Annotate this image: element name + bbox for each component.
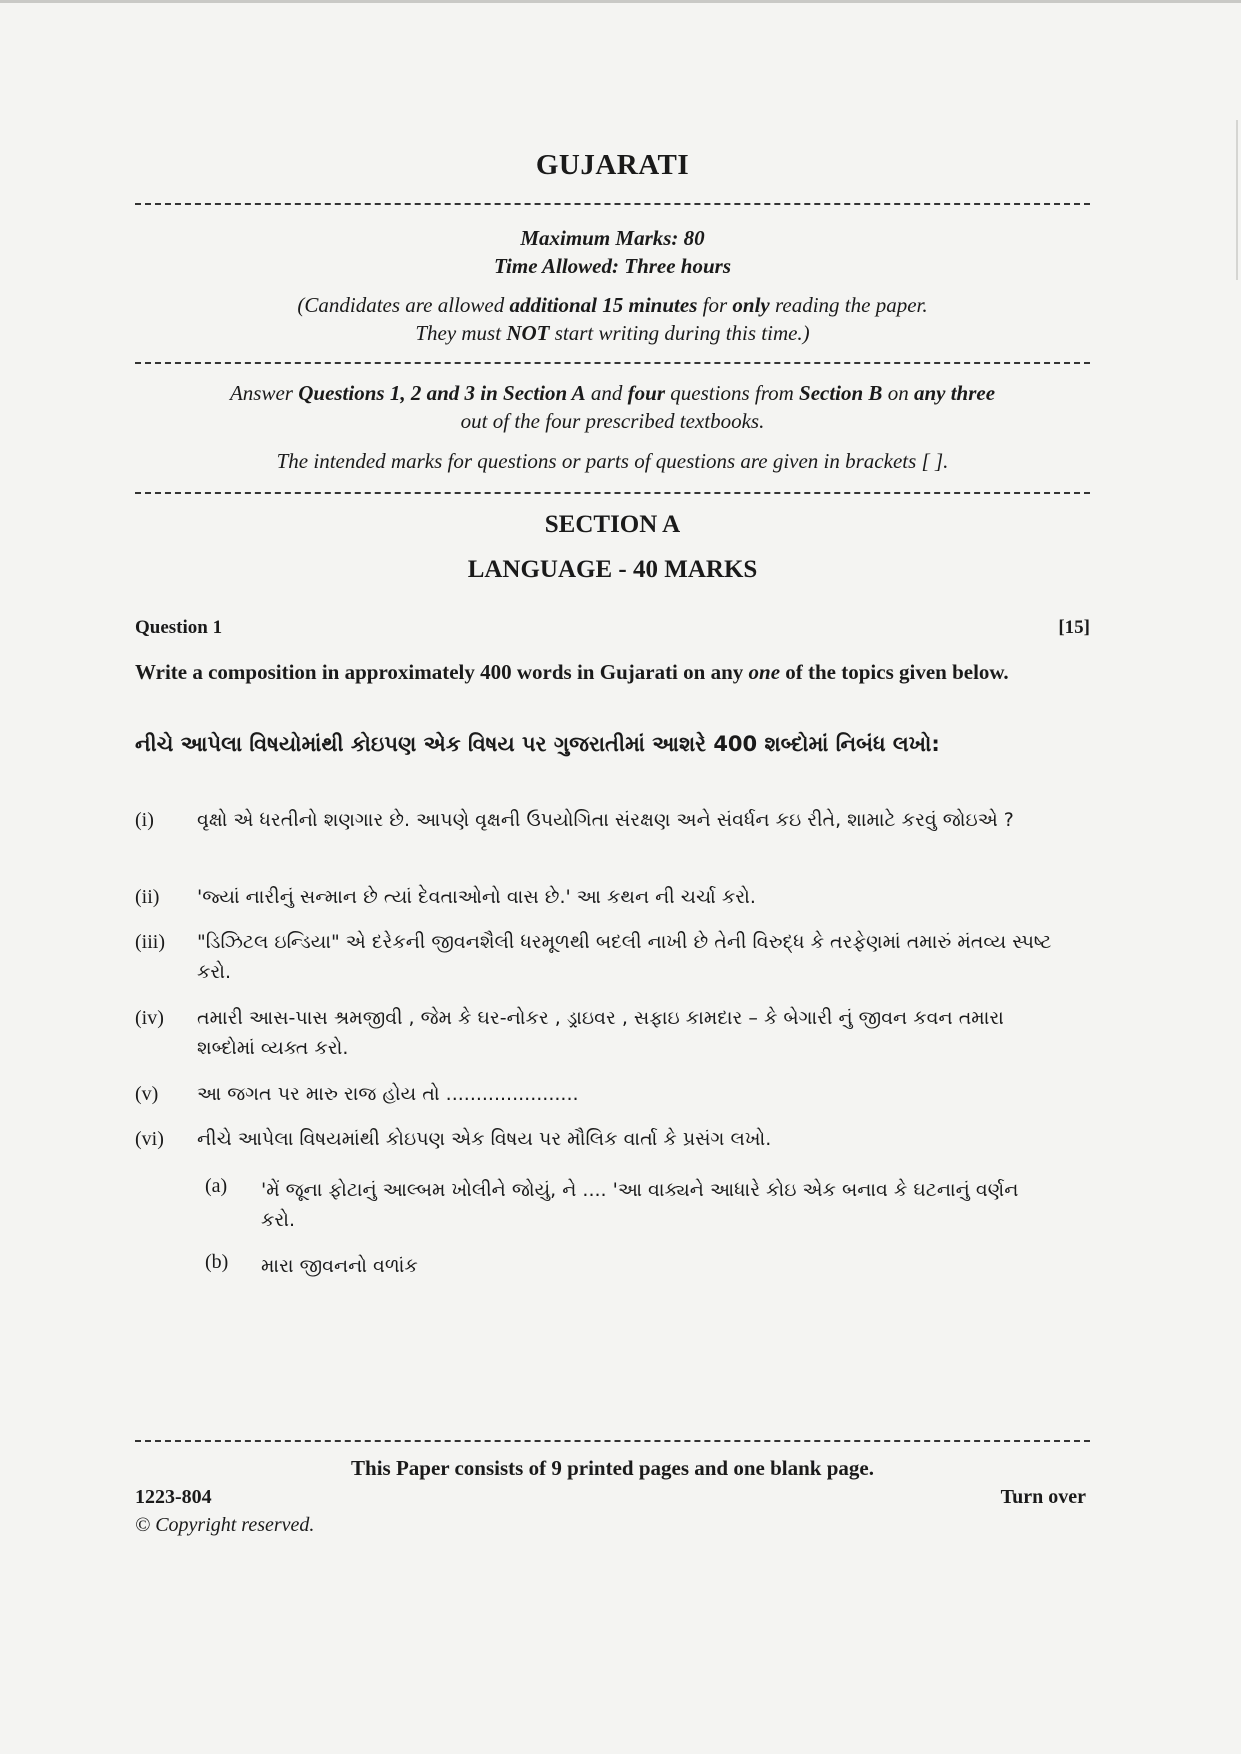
topic-number: (i) [135, 809, 154, 831]
question-label: Question 1 [135, 617, 223, 638]
reading-note-text: start writing during this time.) [549, 321, 810, 345]
subtopic-number: (a) [205, 1175, 228, 1197]
answer-note-text: on [882, 381, 914, 405]
answer-note-text: and [585, 381, 628, 405]
answer-note-line-2: out of the four prescribed textbooks. [460, 409, 765, 433]
topic-number: (v) [135, 1083, 159, 1105]
answer-note-bold: Questions 1, 2 and 3 in Section A [298, 381, 586, 405]
turn-over-label: Turn over [1000, 1486, 1086, 1508]
answer-note-text: questions from [665, 381, 800, 405]
topic-number: (iii) [135, 931, 165, 953]
topic-text: 'જ્યાં નારીનું સન્માન છે ત્યાં દેવતાઓનો વાસ છે.' આ કથન ની ચર્ચા કરો. [197, 886, 756, 908]
pages-note: This Paper consists of 9 printed pages and one blank page. [351, 1456, 874, 1480]
instruction-gujarati: નીચે આપેલા વિષયોમાંથી કોઇપણ એક વિષય પર ગુજરાતીમાં આશરે 400 શબ્દોમાં નિબંધ લખો: [135, 732, 940, 756]
answer-note-bold: four [627, 381, 666, 405]
divider-footer [135, 1440, 1090, 1442]
reading-note-text: They must [415, 321, 507, 345]
topic-number: (vi) [135, 1128, 164, 1150]
instruction-english [135, 658, 1040, 686]
time-allowed: Time Allowed: Three hours [493, 254, 732, 278]
topic-text: વૃક્ષો એ ધરતીનો શણગાર છે. આપણે વૃક્ષની ઉપયોગિતા સંરક્ષણ અને સંવર્ધન કઇ રીતે, શામાટે કરવું જોઇએ ? [197, 809, 1014, 831]
divider-1 [135, 203, 1090, 205]
answer-note-bold: Section B [799, 381, 883, 405]
reading-note-bold: NOT [506, 321, 550, 345]
answer-note-text: Answer [229, 381, 299, 405]
reading-note-text: for [697, 293, 733, 317]
reading-note-bold: additional 15 minutes [509, 293, 698, 317]
divider-2 [135, 362, 1090, 364]
section-title: SECTION A [544, 511, 681, 538]
question-header [135, 617, 1090, 639]
instruction-emphasis: one [748, 660, 781, 684]
topic-number: (iv) [135, 1007, 164, 1029]
divider-3 [135, 492, 1090, 494]
copyright-notice: © Copyright reserved. [135, 1514, 315, 1536]
max-marks: Maximum Marks: 80 [520, 226, 705, 250]
subtopic-text: 'મેં જૂના ફોટાનું આલ્બમ ખોલીને જોયું, ને .... 'આ વાક્યને આધારે કોઇ એક બનાવ કે ઘટનાનું વર્ણન કરો. [261, 1179, 1019, 1231]
instruction-text: Write a composition in approximately 400 words in Gujarati on any [135, 660, 749, 684]
reading-note-line-2 [135, 319, 1090, 347]
topic-number: (ii) [135, 886, 160, 908]
reading-note-text: (Candidates are allowed [297, 293, 510, 317]
answer-note-bold: any three [913, 381, 996, 405]
reading-note-bold: only [732, 293, 770, 317]
instruction-text: of the topics given below. [780, 660, 1009, 684]
page-right-edge-mark [1236, 120, 1238, 280]
answer-note-line-1 [135, 379, 1090, 407]
subtopic-text: મારા જીવનનો વળાંક [261, 1255, 418, 1277]
page-top-edge [0, 0, 1241, 3]
question-marks: [15] [1058, 617, 1090, 638]
section-subtitle: LANGUAGE - 40 MARKS [467, 556, 758, 583]
reading-note-line-1 [135, 291, 1090, 319]
subject-title: GUJARATI [535, 149, 690, 181]
topic-text: આ જગત પર મારુ રાજ હોય તો ...................... [197, 1083, 579, 1105]
topic-text: "ડિઝિટલ ઇન્ડિયા" એ દરેકની જીવનશૈલી ધરમૂળથી બદલી નાખી છે તેની વિરુદ્ધ કે તરફેણમાં તમારું મંતવ્ય સ્પષ્ટ કરો. [197, 931, 1052, 983]
topic-text: તમારી આસ-પાસ શ્રમજીવી , જેમ કે ઘર-નોકર , ડ્રાઇવર , સફાઇ કામદાર – કે બેગારી નું જીવન કવન તમારા શબ્દોમાં વ્યક્ત કરો. [197, 1007, 1004, 1059]
paper-code: 1223-804 [135, 1486, 212, 1508]
subtopic-number: (b) [205, 1251, 229, 1273]
reading-note-text: reading the paper. [769, 293, 928, 317]
marks-note: The intended marks for questions or parts of questions are given in brackets [ ]. [276, 449, 949, 473]
topic-text: નીચે આપેલા વિષયમાંથી કોઇપણ એક વિષય પર મૌલિક વાર્તા કે પ્રસંગ લખો. [197, 1128, 772, 1150]
